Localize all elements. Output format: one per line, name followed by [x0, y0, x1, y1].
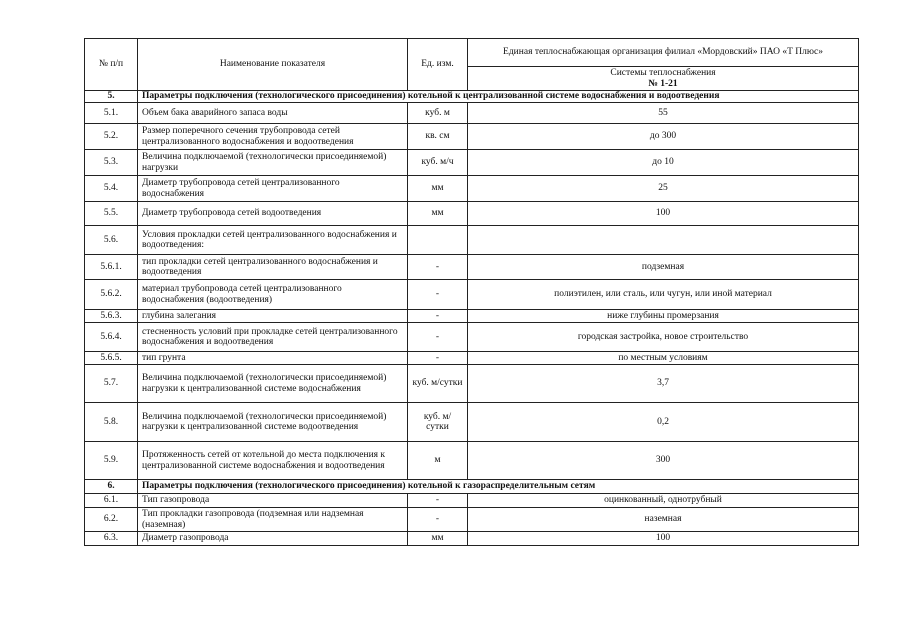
row-number: 5.6. — [85, 226, 138, 255]
row-value: подземная — [468, 255, 859, 280]
table-row — [85, 150, 859, 176]
row-value: 100 — [468, 202, 859, 226]
section-number: 6. — [85, 480, 138, 494]
table-row — [85, 255, 859, 280]
col-num-header: № п/п — [85, 39, 138, 91]
row-unit: - — [408, 323, 468, 352]
col-name-header: Наименование показателя — [138, 39, 408, 91]
row-unit: куб. м/ сутки — [408, 403, 468, 442]
row-name: Размер поперечного сечения трубопровода сетей централизованного водоснабжения и водоотведения — [138, 124, 408, 150]
org-header: Единая теплоснабжающая организация филиал «Мордовский» ПАО «Т Плюс» — [468, 39, 859, 67]
row-name: Величина подключаемой (технологически присоединяемой) нагрузки — [138, 150, 408, 176]
col-unit-header: Ед. изм. — [408, 39, 468, 91]
row-name: тип грунта — [138, 352, 408, 365]
systems-label: Системы теплоснабжения — [610, 68, 716, 78]
row-number: 5.6.5. — [85, 352, 138, 365]
table-row — [85, 365, 859, 403]
table-row — [85, 280, 859, 310]
row-number: 5.6.2. — [85, 280, 138, 310]
row-name: Величина подключаемой (технологически присоединяемой) нагрузки к централизованной системе водоснабжения — [138, 365, 408, 403]
section-row — [85, 480, 859, 494]
table-row — [85, 508, 859, 532]
row-name: Диаметр трубопровода сетей водоотведения — [138, 202, 408, 226]
table-row — [85, 532, 859, 546]
row-unit: - — [408, 255, 468, 280]
row-unit — [408, 226, 468, 255]
row-unit: мм — [408, 532, 468, 546]
table-row — [85, 442, 859, 480]
table-row — [85, 202, 859, 226]
row-name: Величина подключаемой (технологически присоединяемой) нагрузки к централизованной системе водоотведения — [138, 403, 408, 442]
row-value: 100 — [468, 532, 859, 546]
row-unit: - — [408, 508, 468, 532]
row-number: 5.2. — [85, 124, 138, 150]
section-title: Параметры подключения (технологического присоединения) котельной к централизованной системе водоснабжения и водоотведения — [138, 91, 859, 103]
row-number: 5.6.3. — [85, 310, 138, 323]
row-unit: мм — [408, 202, 468, 226]
row-name: Объем бака аварийного запаса воды — [138, 103, 408, 124]
row-value: до 300 — [468, 124, 859, 150]
row-value: 55 — [468, 103, 859, 124]
row-unit: м — [408, 442, 468, 480]
row-name: Тип прокладки газопровода (подземная или надземная (наземная) — [138, 508, 408, 532]
row-number: 5.6.4. — [85, 323, 138, 352]
header-row — [85, 39, 859, 67]
row-name: Тип газопровода — [138, 494, 408, 508]
row-value: по местным условиям — [468, 352, 859, 365]
row-value: городская застройка, новое строительство — [468, 323, 859, 352]
row-value: 300 — [468, 442, 859, 480]
section-number: 5. — [85, 91, 138, 103]
row-number: 6.1. — [85, 494, 138, 508]
row-number: 5.8. — [85, 403, 138, 442]
row-value: 3,7 — [468, 365, 859, 403]
table-row — [85, 124, 859, 150]
row-number: 5.4. — [85, 176, 138, 202]
row-name: Условия прокладки сетей централизованного водоснабжения и водоотведения: — [138, 226, 408, 255]
row-value: 0,2 — [468, 403, 859, 442]
row-unit: куб. м/ч — [408, 150, 468, 176]
row-name: тип прокладки сетей централизованного водоснабжения и водоотведения — [138, 255, 408, 280]
table-row — [85, 352, 859, 365]
table-row — [85, 310, 859, 323]
row-number: 5.9. — [85, 442, 138, 480]
table-row — [85, 226, 859, 255]
row-unit: куб. м/сутки — [408, 365, 468, 403]
row-value: ниже глубины промерзания — [468, 310, 859, 323]
table-row — [85, 323, 859, 352]
row-unit: кв. см — [408, 124, 468, 150]
systems-number: № 1-21 — [648, 78, 678, 89]
row-number: 6.2. — [85, 508, 138, 532]
row-value: оцинкованный, однотрубный — [468, 494, 859, 508]
section-row — [85, 91, 859, 103]
row-name: Протяженность сетей от котельной до места подключения к централизованной системе водоснабжения и водоотведения — [138, 442, 408, 480]
row-number: 5.3. — [85, 150, 138, 176]
row-number: 5.5. — [85, 202, 138, 226]
row-unit: мм — [408, 176, 468, 202]
parameters-table — [84, 38, 859, 546]
row-value — [468, 226, 859, 255]
row-name: материал трубопровода сетей централизованного водоснабжения (водоотведения) — [138, 280, 408, 310]
row-value: полиэтилен, или сталь, или чугун, или иной материал — [468, 280, 859, 310]
systems-header — [468, 67, 859, 91]
table-row — [85, 103, 859, 124]
row-name: Диаметр газопровода — [138, 532, 408, 546]
section-title: Параметры подключения (технологического присоединения) котельной к газораспределительным сетям — [138, 480, 859, 494]
row-name: Диаметр трубопровода сетей централизованного водоснабжения — [138, 176, 408, 202]
row-number: 6.3. — [85, 532, 138, 546]
row-number: 5.1. — [85, 103, 138, 124]
row-name: стесненность условий при прокладке сетей централизованного водоснабжения и водоотведения — [138, 323, 408, 352]
row-value: 25 — [468, 176, 859, 202]
row-unit: куб. м — [408, 103, 468, 124]
table-row — [85, 494, 859, 508]
row-number: 5.6.1. — [85, 255, 138, 280]
row-number: 5.7. — [85, 365, 138, 403]
row-value: до 10 — [468, 150, 859, 176]
row-name: глубина залегания — [138, 310, 408, 323]
row-unit: - — [408, 494, 468, 508]
table-row — [85, 176, 859, 202]
row-unit: - — [408, 310, 468, 323]
row-value: наземная — [468, 508, 859, 532]
row-unit: - — [408, 280, 468, 310]
row-unit: - — [408, 352, 468, 365]
table-row — [85, 403, 859, 442]
